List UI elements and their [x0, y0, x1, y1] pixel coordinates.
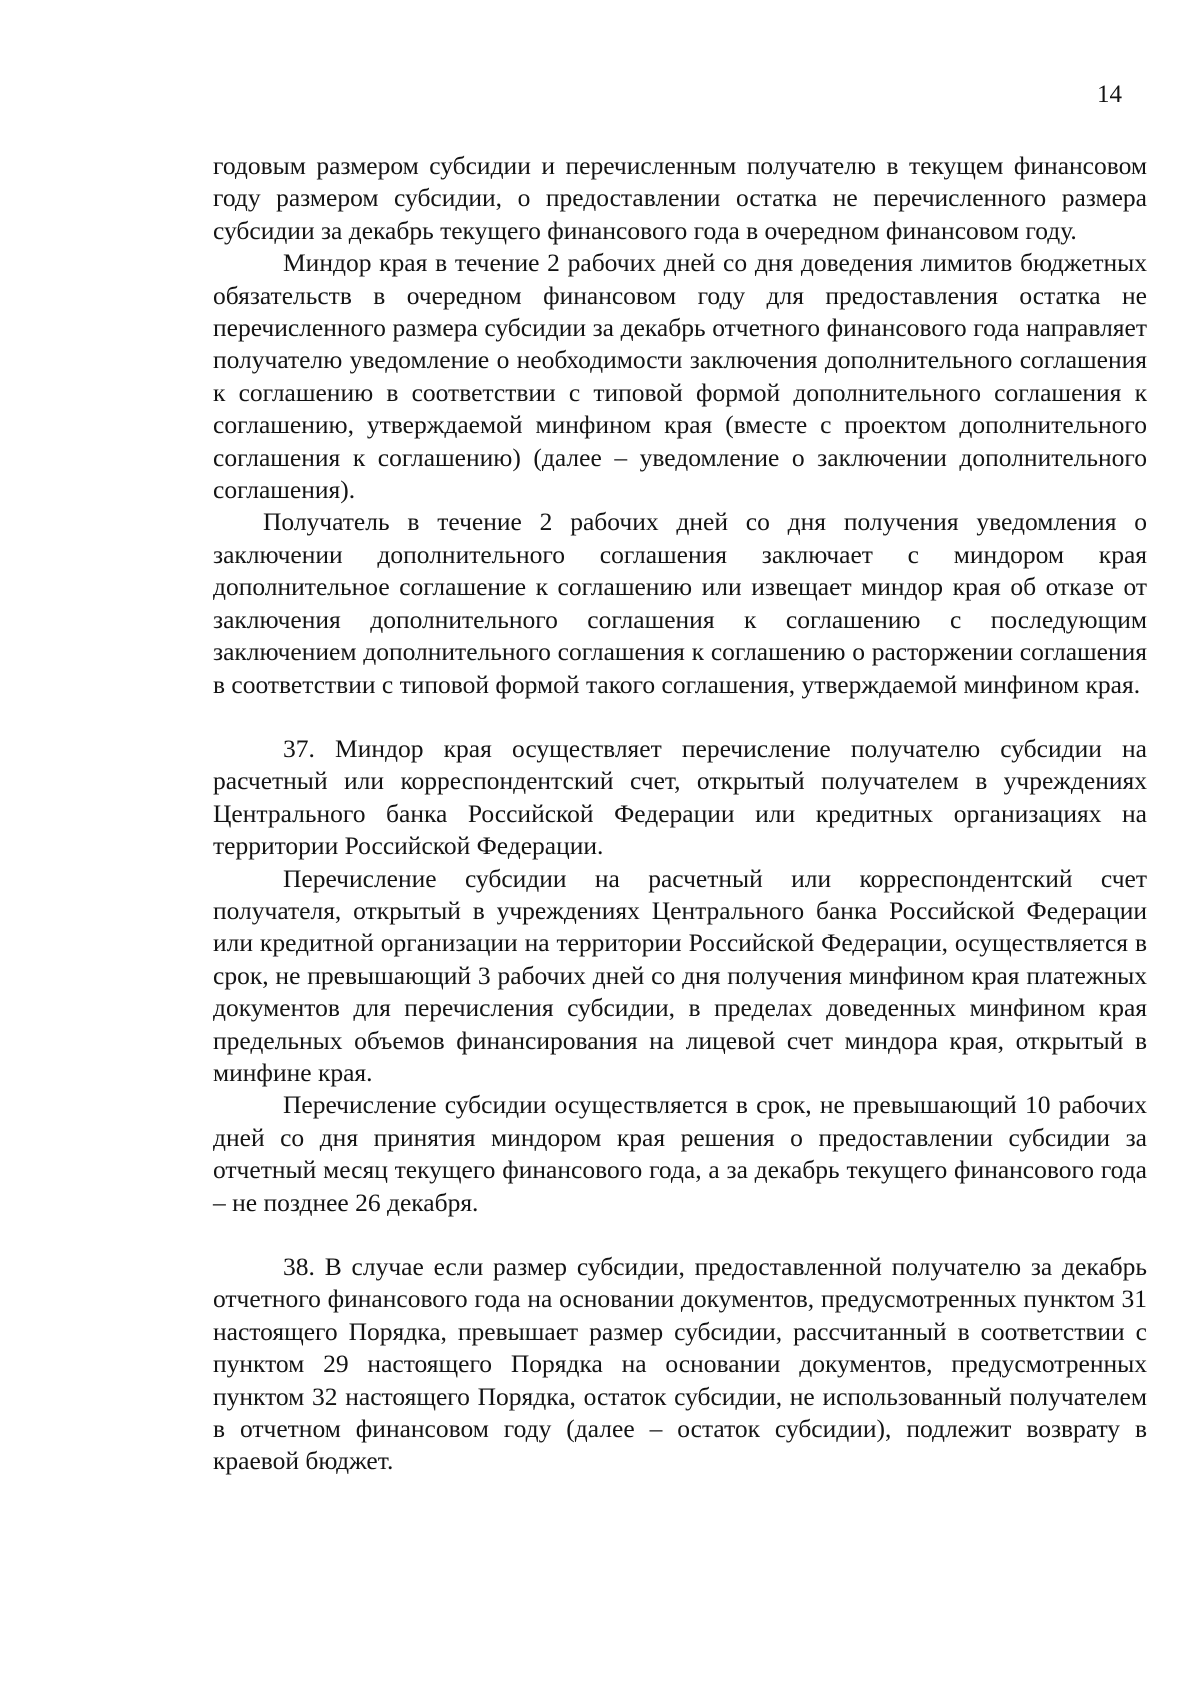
- paragraph-continuation: годовым размером субсидии и перечисленным получателю в текущем финансовом году размером субсидии, о предоставлении остатка не перечисленного размера субсидии за декабрь текущего финансового года в очередном финансовом году.: [213, 151, 1147, 245]
- paragraph-clause-38: 38. В случае если размер субсидии, предоставленной получателю за декабрь отчетного финансового года на основании документов, предусмотренных пунктом 31 настоящего Порядка, превышает размер субсидии, рассчитанный в соответствии с пунктом 29 настоящего Порядка на основании документов, предусмотренных пунктом 32 настоящего Порядка, остаток субсидии, не использованный получателем в отчетном финансовом году (далее – остаток субсидии), подлежит возврату в краевой бюджет.: [213, 1252, 1147, 1476]
- paragraph-recipient-response: Получатель в течение 2 рабочих дней со дня получения уведомления о заключении дополнительного соглашения заключает с миндором края дополнительное соглашение к соглашению или извещает миндор края об отказе от заключения дополнительного соглашения к соглашению с последующим заключением дополнительного соглашения к соглашению о расторжении соглашения в соответствии с типовой формой такого соглашения, утверждаемой минфином края.: [213, 507, 1147, 699]
- paragraph-clause-37: 37. Миндор края осуществляет перечисление получателю субсидии на расчетный или корреспондентский счет, открытый получателем в учреждениях Центрального банка Российской Федерации или кредитных организациях на территории Российской Федерации.: [213, 733, 1147, 861]
- document-body: [213, 150, 1147, 1478]
- page-number: 14: [1097, 81, 1122, 108]
- paragraph-transfer-deadline: Перечисление субсидии осуществляется в срок, не превышающий 10 рабочих дней со дня принятия миндором края решения о предоставлении субсидии за отчетный месяц текущего финансового года, а за декабрь текущего финансового года – не позднее 26 декабря.: [213, 1090, 1147, 1217]
- paragraph-notification: Миндор края в течение 2 рабочих дней со дня доведения лимитов бюджетных обязательств в очередном финансовом году для предоставления остатка не перечисленного размера субсидии за декабрь отчетного финансового года направляет получателю уведомление о необходимости заключения дополнительного соглашения к соглашению в соответствии с типовой формой дополнительного соглашения к соглашению, утверждаемой минфином края (вместе с проектом дополнительного соглашения к соглашению) (далее – уведомление о заключении дополнительного соглашения).: [213, 248, 1147, 505]
- paragraph-transfer-terms: Перечисление субсидии на расчетный или корреспондентский счет получателя, открытый в учреждениях Центрального банка Российской Федерации или кредитной организации на территории Российской Федерации, осуществляется в срок, не превышающий 3 рабочих дней со дня получения минфином края платежных документов для перечисления субсидии, в пределах доведенных минфином края предельных объемов финансирования на лицевой счет миндора края, открытый в минфине края.: [213, 863, 1147, 1087]
